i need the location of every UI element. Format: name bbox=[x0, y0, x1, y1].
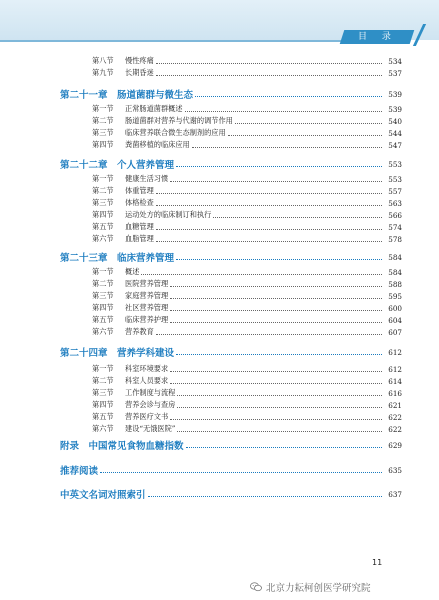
section-title: 体格检查 bbox=[125, 198, 154, 207]
page-ref: 612 bbox=[388, 364, 402, 374]
toc-entry[interactable] bbox=[92, 375, 402, 387]
header-tab bbox=[340, 30, 415, 44]
dot-leader bbox=[192, 147, 382, 148]
section-number: 第九节 bbox=[92, 68, 114, 77]
dot-leader bbox=[100, 472, 382, 473]
section-number: 第三节 bbox=[92, 198, 114, 207]
dot-leader bbox=[156, 63, 382, 64]
page-ref: 537 bbox=[388, 68, 402, 78]
toc-entry[interactable] bbox=[92, 399, 402, 411]
dot-leader bbox=[186, 447, 382, 448]
chapter-heading[interactable] bbox=[60, 345, 402, 359]
page-ref: 622 bbox=[388, 412, 402, 422]
chapter-heading[interactable] bbox=[60, 157, 402, 171]
dot-leader bbox=[170, 371, 382, 372]
dot-leader bbox=[177, 395, 382, 396]
dot-leader bbox=[170, 298, 382, 299]
dot-leader bbox=[213, 217, 382, 218]
page-ref: 557 bbox=[388, 186, 402, 196]
dot-leader bbox=[156, 229, 382, 230]
section-title: 家庭营养管理 bbox=[125, 291, 169, 300]
dot-leader bbox=[195, 96, 382, 97]
section-number: 第三节 bbox=[92, 128, 114, 137]
toc-entry[interactable] bbox=[92, 115, 402, 127]
dot-leader bbox=[170, 322, 382, 323]
page-ref: 584 bbox=[388, 252, 402, 262]
section-number: 第五节 bbox=[92, 222, 114, 231]
wechat-icon bbox=[250, 582, 262, 592]
page-ref: 553 bbox=[388, 159, 402, 169]
section-number: 第八节 bbox=[92, 56, 114, 65]
dot-leader bbox=[235, 123, 382, 124]
toc-entry[interactable] bbox=[92, 290, 402, 302]
section-title: 长期昏迷 bbox=[125, 68, 154, 77]
dot-leader bbox=[170, 310, 382, 311]
dot-leader bbox=[156, 193, 382, 194]
section-title: 肠道菌群对营养与代谢的调节作用 bbox=[125, 116, 233, 125]
dot-leader bbox=[156, 334, 382, 335]
toc-entry[interactable] bbox=[92, 233, 402, 245]
page-ref: 621 bbox=[388, 400, 402, 410]
page-ref: 544 bbox=[388, 128, 402, 138]
section-number: 第四节 bbox=[92, 303, 114, 312]
dot-leader bbox=[156, 241, 382, 242]
section-title: 概述 bbox=[125, 267, 140, 276]
section-number: 第一节 bbox=[92, 364, 114, 373]
section-title: 营养教育 bbox=[125, 327, 154, 336]
section-number: 第五节 bbox=[92, 412, 114, 421]
toc-entry[interactable] bbox=[92, 326, 402, 338]
section-number: 第二节 bbox=[92, 186, 114, 195]
toc-entry[interactable] bbox=[92, 209, 402, 221]
page-ref: 604 bbox=[388, 315, 402, 325]
toc-entry[interactable] bbox=[92, 139, 402, 151]
dot-leader bbox=[170, 286, 382, 287]
section-title: 建设“无饿医院” bbox=[125, 424, 176, 433]
toc-entry[interactable] bbox=[92, 127, 402, 139]
section-number: 第一节 bbox=[92, 104, 114, 113]
section-title: 临床营养护理 bbox=[125, 315, 169, 324]
toc-entry[interactable] bbox=[92, 197, 402, 209]
recommended-reading-heading[interactable] bbox=[60, 463, 402, 477]
section-number: 第六节 bbox=[92, 234, 114, 243]
page-ref: 574 bbox=[388, 222, 402, 232]
dot-leader bbox=[228, 135, 382, 136]
recommended-reading-title: 推荐阅读 bbox=[60, 466, 99, 477]
section-number: 第三节 bbox=[92, 388, 114, 397]
section-title: 慢性疼痛 bbox=[125, 56, 154, 65]
page-ref: 614 bbox=[388, 376, 402, 386]
dot-leader bbox=[141, 274, 382, 275]
toc-entry[interactable] bbox=[92, 55, 402, 67]
page-number: 11 bbox=[372, 558, 383, 567]
page-ref: 600 bbox=[388, 303, 402, 313]
section-number: 第六节 bbox=[92, 424, 114, 433]
section-title: 社区营养管理 bbox=[125, 303, 169, 312]
page-ref: 534 bbox=[388, 56, 402, 66]
dot-leader bbox=[170, 419, 382, 420]
section-title: 正常肠道菌群概述 bbox=[125, 104, 183, 113]
section-number: 第二节 bbox=[92, 279, 114, 288]
toc-entry[interactable] bbox=[92, 221, 402, 233]
section-number: 第三节 bbox=[92, 291, 114, 300]
toc-entry[interactable] bbox=[92, 266, 402, 278]
chapter-title: 第二十二章 个人营养管理 bbox=[60, 160, 175, 171]
dot-leader bbox=[176, 166, 382, 167]
section-title: 粪菌移植的临床应用 bbox=[125, 140, 190, 149]
section-title: 体重管理 bbox=[125, 186, 154, 195]
section-title: 血糖管理 bbox=[125, 222, 154, 231]
section-number: 第二节 bbox=[92, 376, 114, 385]
toc-entry[interactable] bbox=[92, 185, 402, 197]
page-ref: 563 bbox=[388, 198, 402, 208]
section-title: 运动处方的临床制订和执行 bbox=[125, 210, 212, 219]
index-title: 中英文名词对照索引 bbox=[60, 490, 146, 501]
toc-entry[interactable] bbox=[92, 67, 402, 79]
dot-leader bbox=[156, 205, 382, 206]
dot-leader bbox=[156, 75, 382, 76]
section-title: 健康生活习惯 bbox=[125, 174, 169, 183]
dot-leader bbox=[176, 259, 382, 260]
toc-entry[interactable] bbox=[92, 423, 402, 435]
page-ref: 635 bbox=[388, 465, 402, 475]
page-ref: 622 bbox=[388, 424, 402, 434]
section-number: 第四节 bbox=[92, 140, 114, 149]
page-ref: 612 bbox=[388, 347, 402, 357]
toc-entry[interactable] bbox=[92, 314, 402, 326]
header-rule bbox=[0, 40, 360, 42]
section-number: 第一节 bbox=[92, 267, 114, 276]
section-title: 营养会诊与查房 bbox=[125, 400, 176, 409]
toc-entry[interactable] bbox=[92, 411, 402, 423]
chapter-title: 第二十三章 临床营养管理 bbox=[60, 253, 175, 264]
page-ref: 629 bbox=[388, 440, 402, 450]
toc-entry[interactable] bbox=[92, 103, 402, 115]
dot-leader bbox=[177, 431, 382, 432]
section-number: 第一节 bbox=[92, 174, 114, 183]
page-ref: 607 bbox=[388, 327, 402, 337]
chapter-heading[interactable] bbox=[60, 87, 402, 101]
section-title: 科室环境要求 bbox=[125, 364, 169, 373]
toc-entry[interactable] bbox=[92, 363, 402, 375]
toc-entry[interactable] bbox=[92, 387, 402, 399]
dot-leader bbox=[185, 111, 382, 112]
page-ref: 578 bbox=[388, 234, 402, 244]
section-number: 第四节 bbox=[92, 210, 114, 219]
page-ref: 540 bbox=[388, 116, 402, 126]
section-number: 第六节 bbox=[92, 327, 114, 336]
dot-leader bbox=[170, 181, 382, 182]
chapter-heading[interactable] bbox=[60, 250, 402, 264]
watermark bbox=[250, 580, 371, 594]
toc-entry[interactable] bbox=[92, 278, 402, 290]
page-ref: 588 bbox=[388, 279, 402, 289]
section-title: 医院营养管理 bbox=[125, 279, 169, 288]
section-number: 第四节 bbox=[92, 400, 114, 409]
appendix-heading[interactable] bbox=[60, 438, 402, 452]
header-tab-label: 目 录 bbox=[357, 32, 397, 42]
chapter-title: 第二十四章 营养学科建设 bbox=[60, 348, 175, 359]
section-number: 第五节 bbox=[92, 315, 114, 324]
chapter-title: 第二十一章 肠道菌群与微生态 bbox=[60, 90, 194, 101]
watermark-text: 北京力耘柯创医学研究院 bbox=[266, 583, 371, 594]
page-ref: 584 bbox=[388, 267, 402, 277]
section-number: 第二节 bbox=[92, 116, 114, 125]
section-title: 血脂管理 bbox=[125, 234, 154, 243]
dot-leader bbox=[176, 354, 382, 355]
page-ref: 547 bbox=[388, 140, 402, 150]
section-title: 临床营养联合微生态制剂的应用 bbox=[125, 128, 226, 137]
dot-leader bbox=[148, 496, 382, 497]
section-title: 工作制度与流程 bbox=[125, 388, 176, 397]
appendix-title: 附录 中国常见食物血糖指数 bbox=[60, 441, 184, 452]
page-ref: 616 bbox=[388, 388, 402, 398]
page-ref: 539 bbox=[388, 104, 402, 114]
index-heading[interactable] bbox=[60, 487, 402, 501]
dot-leader bbox=[177, 407, 382, 408]
section-title: 营养医疗文书 bbox=[125, 412, 169, 421]
page-ref: 553 bbox=[388, 174, 402, 184]
page-ref: 595 bbox=[388, 291, 402, 301]
toc-entry[interactable] bbox=[92, 302, 402, 314]
dot-leader bbox=[170, 383, 382, 384]
page-ref: 637 bbox=[388, 489, 402, 499]
page-ref: 566 bbox=[388, 210, 402, 220]
page-ref: 539 bbox=[388, 89, 402, 99]
toc-entry[interactable] bbox=[92, 173, 402, 185]
section-title: 科室人员要求 bbox=[125, 376, 169, 385]
